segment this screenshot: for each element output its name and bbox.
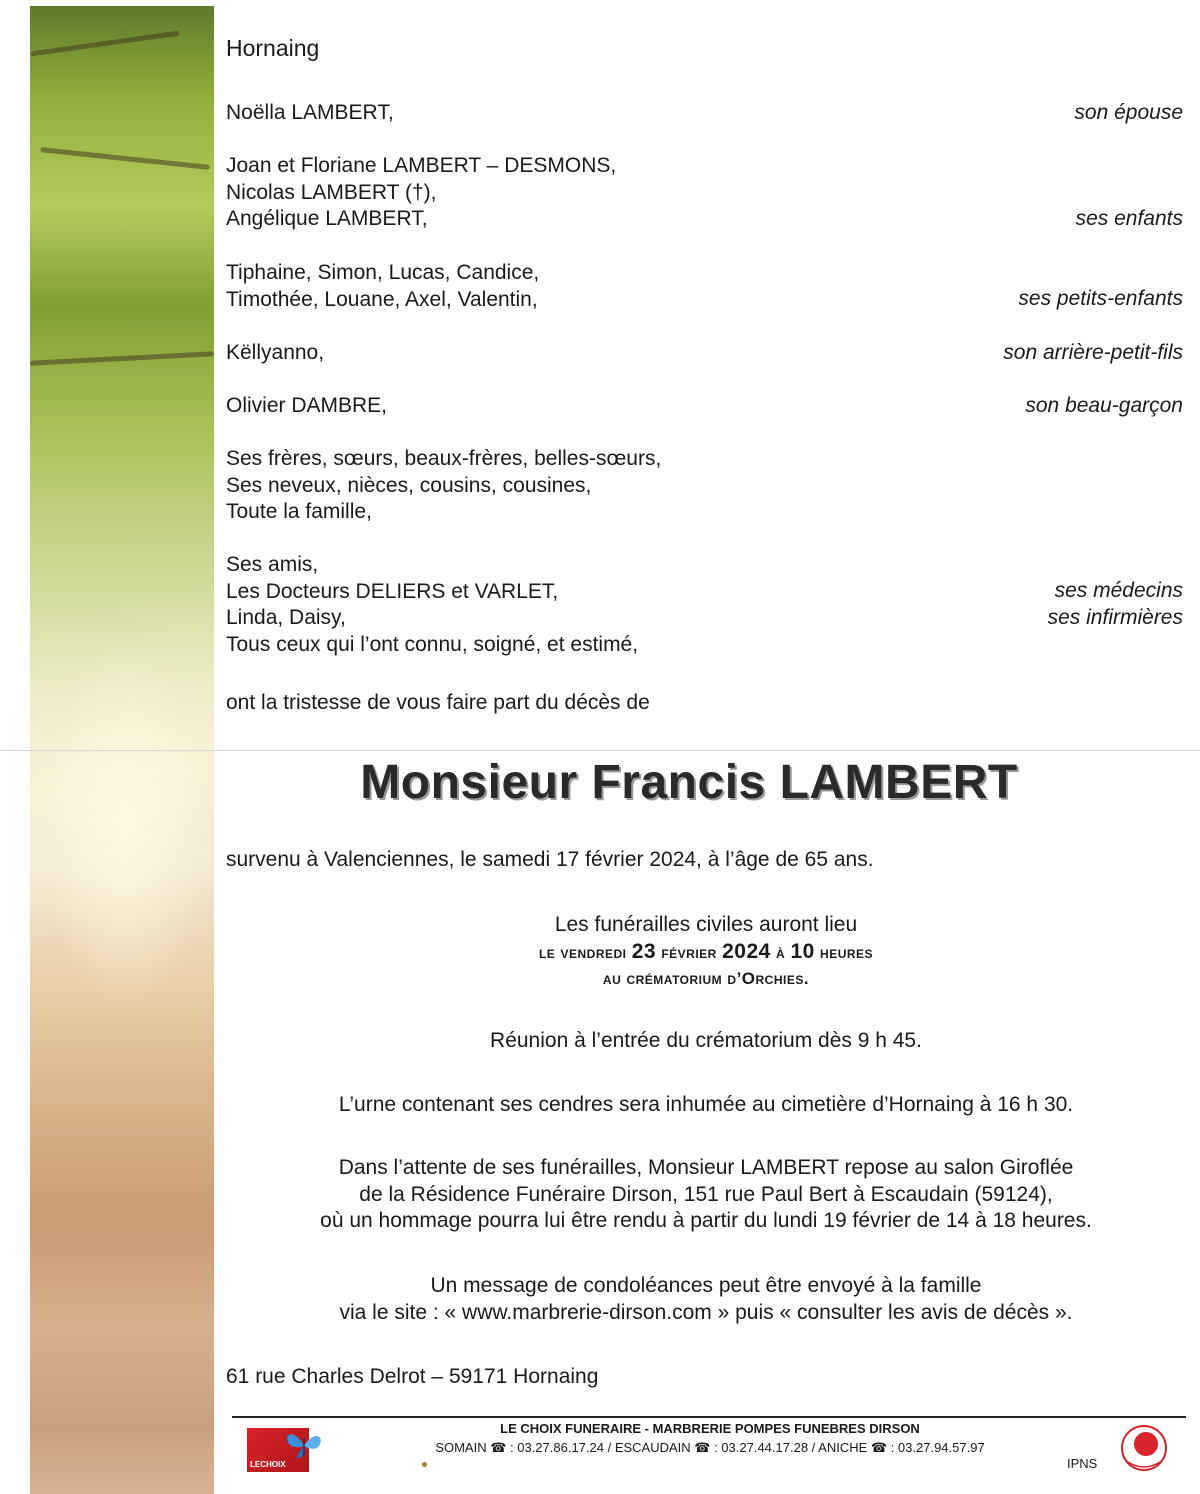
condolences-info — [226, 1273, 1186, 1326]
extended-family-line: Ses frères, sœurs, beaux-frères, belles-sœurs, — [226, 447, 662, 470]
condolences-line: via le site : « www.marbrerie-dirson.com » puis « consulter les avis de décès ». — [339, 1300, 1073, 1324]
funeral-at: à — [776, 942, 786, 962]
spouse-name: Noëlla LAMBERT, — [226, 101, 394, 124]
death-info: survenu à Valenciennes, le samedi 17 février 2024, à l’âge de 65 ans. — [226, 848, 874, 871]
funeral-date — [226, 939, 1186, 967]
friends-line: Linda, Daisy, — [226, 606, 346, 630]
funeral-company-phones: SOMAIN ☎ : 03.27.86.17.24 / ESCAUDAIN ☎ : 03.27.44.17.28 / ANICHE ☎ : 03.27.94.57.97 — [435, 1440, 985, 1455]
grandchildren-role: ses petits-enfants — [1018, 287, 1183, 310]
town-heading: Hornaing — [226, 35, 320, 61]
children-list — [226, 153, 616, 233]
deceased-name: Monsieur Francis LAMBERT — [360, 756, 1018, 809]
stepson-role: son beau-garçon — [1025, 394, 1183, 417]
footer-divider — [232, 1416, 1186, 1418]
stepson-name: Olivier DAMBRE, — [226, 394, 388, 417]
child-name: Joan et Floriane LAMBERT – DESMONS, — [226, 154, 617, 177]
great-grandchild-name: Këllyanno, — [226, 341, 325, 364]
rest-line: de la Résidence Funéraire Dirson, 151 rue Paul Bert à Escaudain (59124), — [359, 1182, 1053, 1206]
scan-dot — [422, 1462, 427, 1467]
announcement-text: ont la tristesse de vous faire part du décès de — [226, 691, 650, 714]
branch-decoration — [40, 147, 210, 170]
ipns-label: IPNS — [1067, 1456, 1098, 1471]
funeral-month: février — [661, 942, 717, 962]
grandchildren-line: Tiphaine, Simon, Lucas, Candice, — [226, 261, 540, 284]
funeral-place: au crématorium d’Orchies. — [602, 969, 810, 989]
doctors-role: ses médecins — [1054, 579, 1183, 602]
friends-line: Les Docteurs DELIERS et VARLET, — [226, 579, 559, 603]
funeral-year: 2024 — [722, 939, 771, 963]
page-fold-line — [0, 750, 1200, 751]
child-name: Angélique LAMBERT, — [226, 207, 428, 231]
rest-line: où un hommage pourra lui être rendu à partir du lundi 19 février de 14 à 18 heures. — [320, 1209, 1092, 1233]
extended-family-list — [226, 446, 661, 526]
spouse-role: son épouse — [1074, 101, 1183, 124]
grandchildren-list — [226, 260, 539, 313]
funeral-hour-word: heures — [820, 942, 874, 962]
family-address: 61 rue Charles Delrot – 59171 Hornaing — [226, 1365, 599, 1388]
branch-decoration — [30, 31, 179, 57]
meeting-info: Réunion à l’entrée du crématorium dès 9 h 45. — [490, 1029, 922, 1052]
butterfly-icon — [282, 1428, 326, 1462]
funeral-day: 23 — [631, 939, 657, 963]
child-name: Nicolas LAMBERT (†), — [226, 180, 437, 204]
rest-info — [226, 1155, 1186, 1235]
condolences-line: Un message de condoléances peut être envoyé à la famille — [430, 1274, 982, 1297]
funeral-intro: Les funérailles civiles auront lieu — [554, 913, 858, 936]
grandchildren-line: Timothée, Louane, Axel, Valentin, — [226, 287, 538, 311]
branch-decoration — [30, 351, 214, 366]
great-grandchild-role: son arrière-petit-fils — [1003, 341, 1183, 364]
le-choix-funeraire-seal-icon — [1118, 1422, 1170, 1474]
funeral-hour: 10 — [790, 939, 815, 963]
funeral-day-prefix: le vendredi — [538, 942, 627, 962]
urn-info: L’urne contenant ses cendres sera inhumée au cimetière d’Hornaing à 16 h 30. — [338, 1093, 1074, 1116]
friends-list — [226, 552, 638, 658]
rest-line: Dans l’attente de ses funérailles, Monsieur LAMBERT repose au salon Giroflée — [338, 1156, 1074, 1179]
le-choix-logo-text: LECHOIX — [250, 1460, 286, 1469]
nurses-role: ses infirmières — [1047, 606, 1183, 629]
funeral-block — [226, 912, 1186, 993]
children-role: ses enfants — [1075, 207, 1183, 230]
friends-line: Ses amis, — [226, 553, 319, 576]
funeral-company-name: LE CHOIX FUNERAIRE - MARBRERIE POMPES FUNEBRES DIRSON — [500, 1421, 920, 1436]
extended-family-line: Ses neveux, nièces, cousins, cousines, — [226, 473, 592, 497]
friends-line: Tous ceux qui l’ont connu, soigné, et estimé, — [226, 632, 639, 656]
extended-family-line: Toute la famille, — [226, 500, 372, 524]
